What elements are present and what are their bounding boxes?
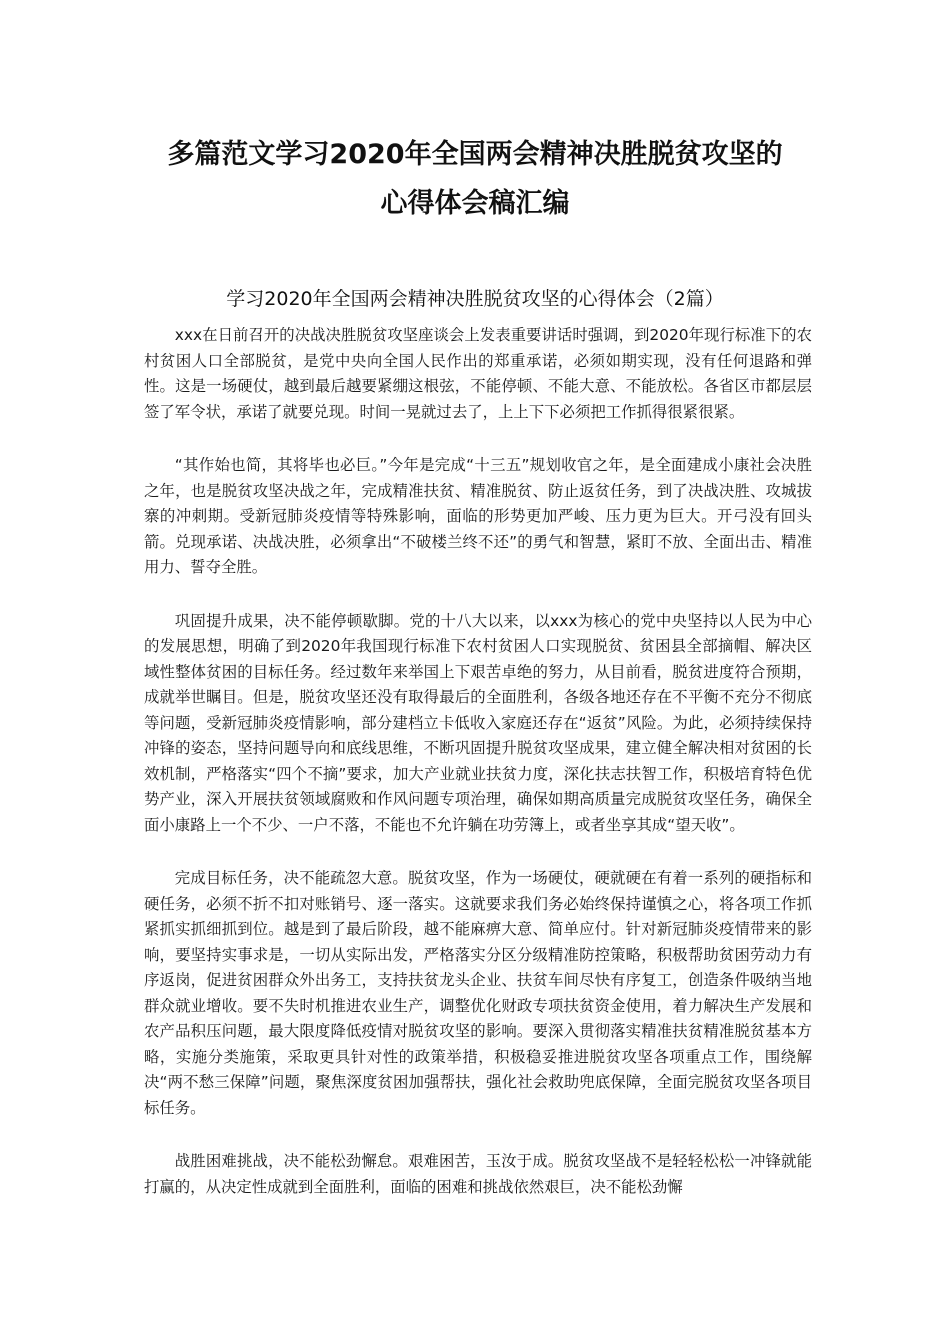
section-title: 学习2020年全国两会精神决胜脱贫攻坚的心得体会（2篇）: [226, 288, 724, 310]
document-title-line-2: 心得体会稿汇编: [380, 188, 570, 219]
paragraph: 巩固提升成果，决不能停顿歇脚。党的十八大以来，以xxx为核心的党中央坚持以人民为中心的发展思想，明确了到2020年我国现行标准下农村贫困人口实现脱贫、贫困县全部摘帽、解决区域性整体贫困的目标任务。经过数年来举国上下艰苦卓绝的努力，从目前看，脱贫进度符合预期，成就举世瞩目。但是，脱贫攻坚还没有取得最后的全面胜利，各级各地还存在不平衡不充分不彻底等问题，受新冠肺炎疫情影响，部分建档立卡低收入家庭还存在“返贫”风险。为此，必须持续保持冲锋的姿态，坚持问题导向和底线思维，不断巩固提升脱贫攻坚成果，建立健全解决相对贫困的长效机制，严格落实“四个不摘”要求，加大产业就业扶贫力度，深化扶志扶智工作，积极培育特色优势产业，深入开展扶贫领域腐败和作风问题专项治理，确保如期高质量完成脱贫攻坚任务，确保全面小康路上一个不少、一户不落，不能也不允许躺在功劳簿上，或者坐享其成“望天收”。: [144, 611, 812, 834]
paragraph: 战胜困难挑战，决不能松劲懈怠。艰难困苦，玉汝于成。脱贫攻坚战不是轻轻松松一冲锋就能打赢的，从决定性成就到全面胜利，面临的困难和挑战依然艰巨，决不能松劲懈: [144, 1152, 812, 1196]
paragraph: 完成目标任务，决不能疏忽大意。脱贫攻坚，作为一场硬仗，硬就硬在有着一系列的硬指标和硬任务，必须不折不扣对账销号、逐一落实。这就要求我们务必始终保持谨慎之心，将各项工作抓紧抓实抓细抓到位。越是到了最后阶段，越不能麻痹大意、简单应付。针对新冠肺炎疫情带来的影响，要坚持实事求是，一切从实际出发，严格落实分区分级精准防控策略，积极帮助贫困劳动力有序返岗，促进贫困群众外出务工，支持扶贫龙头企业、扶贫车间尽快有序复工，创造条件吸纳当地群众就业增收。要不失时机推进农业生产，调整优化财政专项扶贫资金使用，着力解决生产发展和农产品积压问题，最大限度降低疫情对脱贫攻坚的影响。要深入贯彻落实精准扶贫精准脱贫基本方略，实施分类施策，采取更具针对性的政策举措，积极稳妥推进脱贫攻坚各项重点工作，围绕解决“两不愁三保障”问题，聚焦深度贫困加强帮扶，强化社会救助兜底保障，全面完脱贫攻坚各项目标任务。: [144, 869, 812, 1117]
document-body: [144, 323, 812, 1228]
paragraph: “其作始也简，其将毕也必巨。”今年是完成“十三五”规划收官之年，是全面建成小康社会决胜之年，也是脱贫攻坚决战之年，完成精准扶贫、精准脱贫、防止返贫任务，到了决战决胜、攻城拔寨的冲刺期。受新冠肺炎疫情等特殊影响，面临的形势更加严峻、压力更为巨大。开弓没有回头箭。兑现承诺、决战决胜，必须拿出“不破楼兰终不还”的勇气和智慧，紧盯不放、全面出击、精准用力、誓夺全胜。: [144, 456, 812, 576]
document-title-line-1: 多篇范文学习2020年全国两会精神决胜脱贫攻坚的: [167, 139, 783, 170]
document-title: [100, 130, 850, 228]
paragraph: xxx在日前召开的决战决胜脱贫攻坚座谈会上发表重要讲话时强调，到2020年现行标准下的农村贫困人口全部脱贫，是党中央向全国人民作出的郑重承诺，必须如期实现，没有任何退路和弹性。这是一场硬仗，越到最后越要紧绷这根弦，不能停顿、不能大意、不能放松。各省区市都层层签了军令状，承诺了就要兑现。时间一晃就过去了，上上下下必须把工作抓得很紧很紧。: [144, 326, 812, 421]
